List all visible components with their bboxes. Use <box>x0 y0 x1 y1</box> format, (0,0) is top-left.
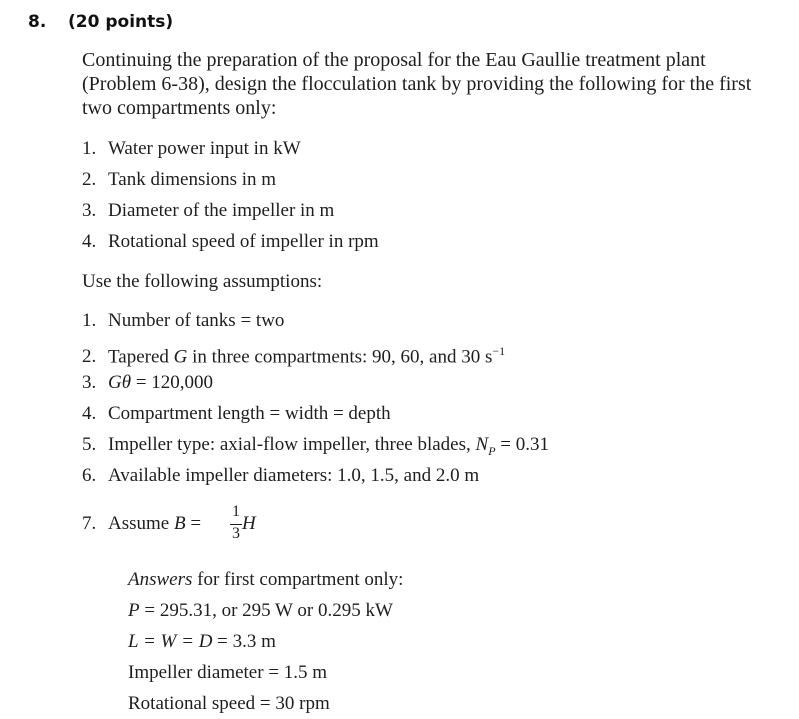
problem-intro: Continuing the preparation of the proposal for the Eau Gaullie treatment plant (Problem 6-38), design the flocculation tank by providing the following for the first two compartments only: <box>82 49 752 119</box>
list-item: 6. Available impeller diameters: 1.0, 1.5, and 2.0 m <box>82 465 480 486</box>
answers-heading: Answers for first compartment only: <box>128 569 404 590</box>
assumptions-label: Use the following assumptions: <box>82 271 323 292</box>
list-item: 3. Diameter of the impeller in m <box>82 200 335 221</box>
requirements-list <box>82 133 379 257</box>
list-item: 3. Gθ = 120,000 <box>82 372 214 393</box>
problem-header <box>28 12 173 32</box>
list-item: 2. Tank dimensions in m <box>82 169 277 190</box>
problem-page: 8. (20 points) Continuing the preparation of the proposal for the Eau Gaullie treatment plant (Problem 6-38), design the flocculation tank by providing the following for the first two compartments only: 1. Water power input in kW 2. Tank dimensions in m 3. Diameter of the impeller in m 4. Rotational speed of impeller in rpm Use the following assumptions: 1. Number of tanks = two 2. Tapered G in three compartments: 90, 60, and 30 $s^{-1}$ 3. Gθ = 120,000 4. Compartment length = width = depth 5. Impeller type: axial-flow impeller, three blades, $N_P = 0.31$ 6. Available impeller diameters: 1.0, 1.5, and 2.0 m 7. Assume B = 1 3 H Answers for first compartment only: P = 295.31, or 295 W or 0.295 kW L = W = D = 3.3 m Impeller diameter = 1.5 m Rotational speed = 30 rpm <box>0 0 799 714</box>
answer-diameter: Impeller diameter = 1.5 m <box>128 662 328 683</box>
answers-block <box>128 564 403 719</box>
list-item: 1. Number of tanks = two <box>82 310 285 331</box>
answer-power: P = 295.31, or 295 W or 0.295 kW <box>128 600 393 621</box>
list-item: 1. Water power input in kW <box>82 138 301 159</box>
list-item: 4. Compartment length = width = depth <box>82 403 391 424</box>
assumptions-list <box>82 305 549 491</box>
list-item: 5. Impeller type: axial-flow impeller, three blades, $N_P = 0.31$ <box>82 434 549 458</box>
answer-dimensions: L = W = D = 3.3 m <box>128 631 276 652</box>
problem-points: (20 points) <box>68 12 174 32</box>
problem-number: 8. <box>28 12 47 32</box>
list-item: 2. Tapered G in three compartments: 90, 60, and 30 $s^{-1}$ <box>82 344 506 368</box>
list-item: 4. Rotational speed of impeller in rpm <box>82 231 379 252</box>
answer-speed: Rotational speed = 30 rpm <box>128 693 330 714</box>
